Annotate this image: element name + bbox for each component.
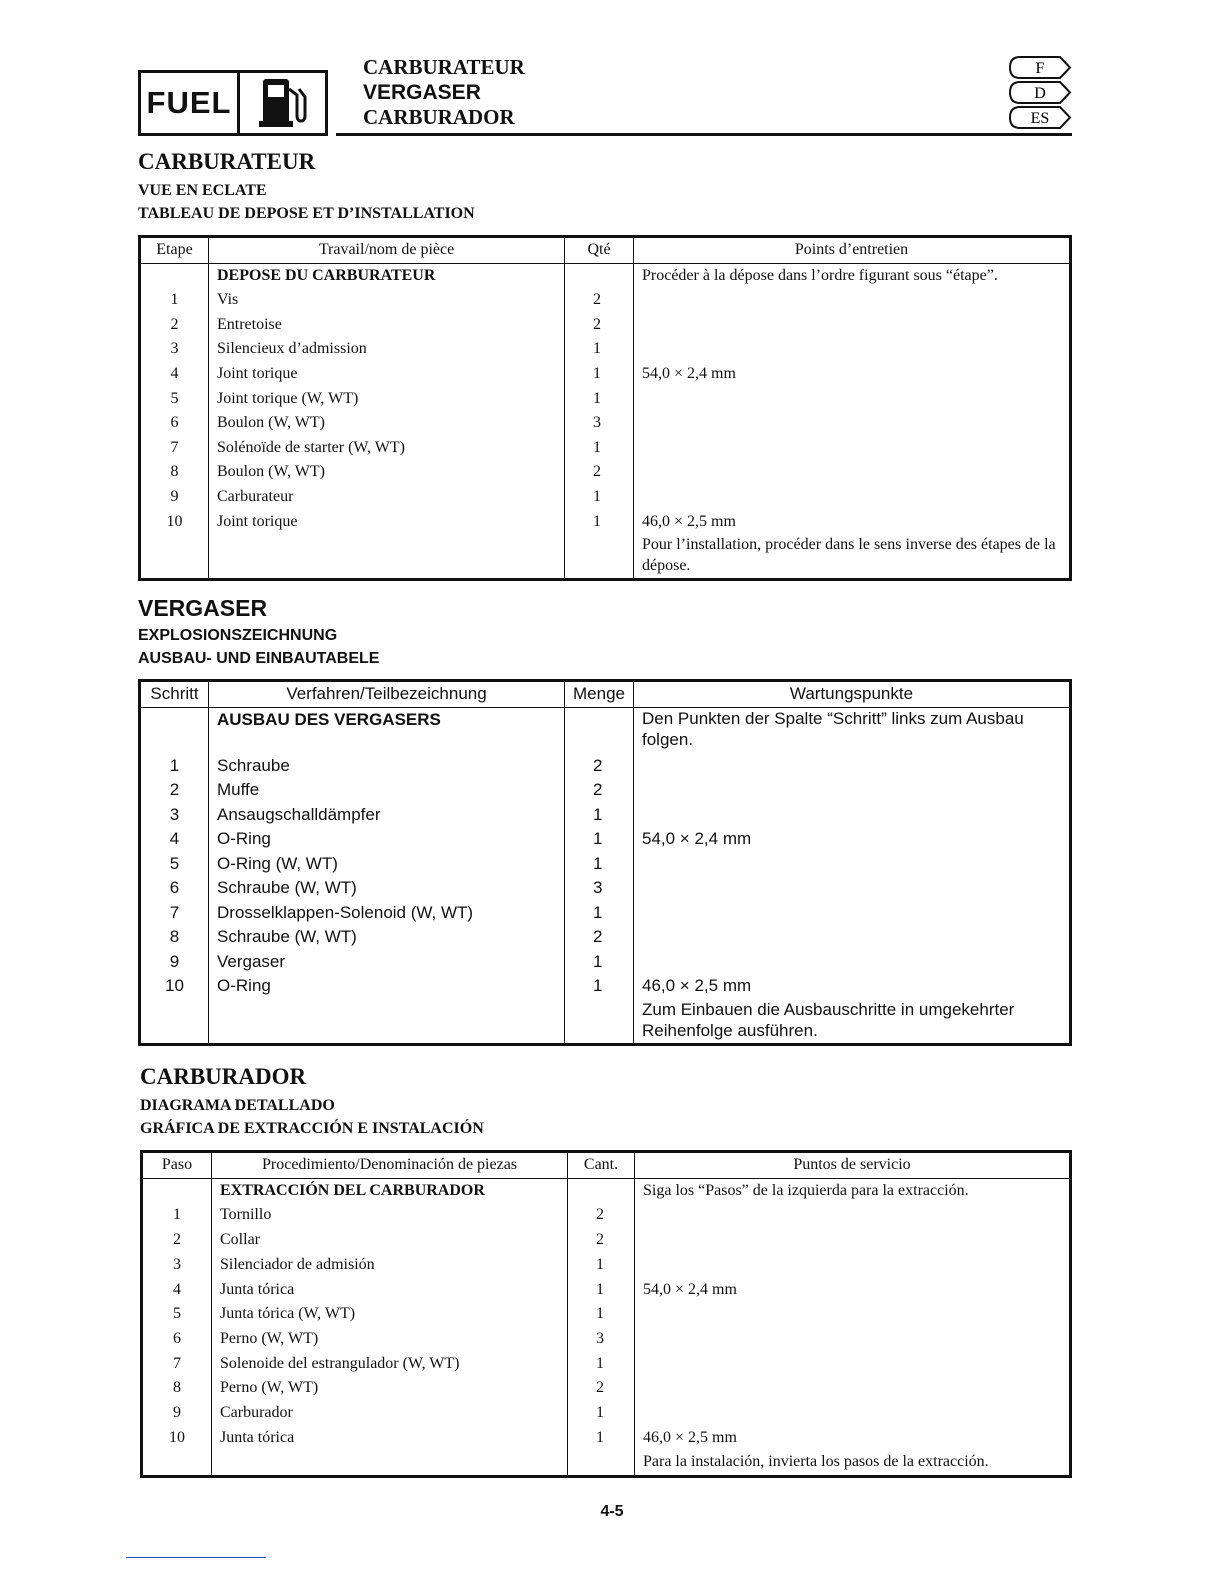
qty-cell: 1: [565, 950, 634, 975]
table-row: [142, 1253, 1071, 1278]
section-subtitle-de-1: EXPLOSIONSZEICHNUNG: [138, 627, 338, 644]
part-cell: Joint torique: [209, 510, 565, 535]
section-label: EXTRACCIÓN DEL CARBURADOR: [212, 1178, 568, 1203]
part-cell: Carburador: [212, 1401, 568, 1426]
part-cell: Joint torique: [209, 362, 565, 387]
step-cell: 10: [142, 1426, 212, 1451]
step-cell: 4: [142, 1278, 212, 1303]
step-cell: 6: [140, 876, 209, 901]
table-row: [140, 803, 1071, 828]
table-row: [140, 387, 1071, 412]
section-subtitle-fr-1: VUE EN ECLATE: [138, 182, 267, 199]
table-row: [142, 1228, 1071, 1253]
qty-cell: 1: [565, 387, 634, 412]
note-cell: [635, 1352, 1071, 1377]
qty-cell: 1: [568, 1426, 635, 1451]
table-row: [140, 362, 1071, 387]
lang-badge-es-icon: [1008, 105, 1072, 130]
table-row: [140, 778, 1071, 803]
part-cell: O-Ring: [209, 827, 565, 852]
section-note: Procéder à la dépose dans l’ordre figurant sous “étape”.: [634, 263, 1071, 288]
part-cell: Schraube (W, WT): [209, 925, 565, 950]
col-header-step: Schritt: [140, 681, 209, 708]
step-cell: 9: [140, 485, 209, 510]
qty-cell: 2: [568, 1228, 635, 1253]
table-row: [140, 288, 1071, 313]
qty-cell: 2: [565, 754, 634, 779]
header-rule: [336, 133, 1072, 136]
part-cell: Tornillo: [212, 1203, 568, 1228]
qty-cell: 1: [565, 901, 634, 926]
part-cell: Junta tórica: [212, 1278, 568, 1303]
note-cell: [635, 1327, 1071, 1352]
qty-cell: 1: [565, 852, 634, 877]
part-cell: Collar: [212, 1228, 568, 1253]
step-cell: 3: [140, 803, 209, 828]
lang-badge-de-icon: [1008, 80, 1072, 105]
table-row: [140, 263, 1071, 288]
header-titles: [363, 55, 525, 130]
note-cell: [634, 436, 1071, 461]
fuel-chapter-badge: [138, 70, 328, 136]
qty-cell: 2: [565, 313, 634, 338]
table-row: [142, 1178, 1071, 1203]
note-cell: [635, 1203, 1071, 1228]
table-row: [140, 460, 1071, 485]
table-row: [140, 754, 1071, 779]
part-cell: Silencieux d’admission: [209, 337, 565, 362]
qty-cell: 1: [568, 1352, 635, 1377]
step-cell: 1: [142, 1203, 212, 1228]
table-row: [140, 876, 1071, 901]
note-cell: 54,0 × 2,4 mm: [634, 827, 1071, 852]
header-title-es: CARBURADOR: [363, 105, 515, 129]
lang-badge-es-text: ES: [1030, 110, 1050, 127]
note-cell: [634, 387, 1071, 412]
step-cell: 2: [140, 313, 209, 338]
qty-cell: 3: [565, 876, 634, 901]
part-cell: Boulon (W, WT): [209, 460, 565, 485]
note-cell: [634, 485, 1071, 510]
note-cell: [634, 313, 1071, 338]
part-cell: O-Ring (W, WT): [209, 852, 565, 877]
step-cell: 3: [140, 337, 209, 362]
col-header-qty: Menge: [565, 681, 634, 708]
section-subtitle-de-2: AUSBAU- UND EINBAUTABELE: [138, 650, 380, 667]
lang-badge-de-text: D: [1034, 85, 1046, 102]
table-row: [140, 436, 1071, 461]
lang-badge-fr-icon: [1008, 55, 1072, 80]
qty-cell: 1: [568, 1278, 635, 1303]
qty-cell: 1: [565, 485, 634, 510]
part-cell: Junta tórica: [212, 1426, 568, 1451]
note-cell: [634, 852, 1071, 877]
language-badges: [1008, 55, 1072, 130]
step-cell: 8: [140, 925, 209, 950]
step-cell: 6: [140, 411, 209, 436]
table-row: [140, 510, 1071, 535]
note-cell: [634, 754, 1071, 779]
note-cell: [635, 1302, 1071, 1327]
qty-cell: 2: [565, 288, 634, 313]
note-cell: 46,0 × 2,5 mm: [634, 510, 1071, 535]
step-cell: 4: [140, 827, 209, 852]
qty-cell: 1: [565, 510, 634, 535]
col-header-qty: Cant.: [568, 1152, 635, 1179]
note-cell: [635, 1376, 1071, 1401]
qty-cell: 1: [565, 436, 634, 461]
lang-badge-fr-text: F: [1035, 60, 1045, 77]
table-row: [142, 1450, 1071, 1476]
table-row: [140, 534, 1071, 580]
qty-cell: 1: [568, 1302, 635, 1327]
part-cell: Carburateur: [209, 485, 565, 510]
part-cell: Drosselklappen-Solenoid (W, WT): [209, 901, 565, 926]
part-cell: Solénoïde de starter (W, WT): [209, 436, 565, 461]
step-cell: 7: [140, 436, 209, 461]
final-note: Para la instalación, invierta los pasos de la extracción.: [635, 1450, 1071, 1476]
col-header-notes: Points d’entretien: [634, 237, 1071, 264]
qty-cell: 2: [568, 1376, 635, 1401]
note-cell: [634, 288, 1071, 313]
col-header-part: Verfahren/Teilbezeichnung: [209, 681, 565, 708]
note-cell: [635, 1228, 1071, 1253]
step-cell: 9: [142, 1401, 212, 1426]
table-row: [140, 337, 1071, 362]
note-cell: [634, 901, 1071, 926]
table-fr: [138, 235, 1072, 581]
col-header-qty: Qté: [565, 237, 634, 264]
note-cell: [634, 925, 1071, 950]
header-title-de: VERGASER: [363, 81, 481, 104]
table-row: [140, 999, 1071, 1045]
section-label: AUSBAU DES VERGASERS: [209, 707, 565, 754]
table-de: [138, 679, 1072, 1046]
qty-cell: 2: [565, 925, 634, 950]
note-cell: 46,0 × 2,5 mm: [634, 974, 1071, 999]
qty-cell: 1: [565, 827, 634, 852]
page-number: 4-5: [600, 1503, 624, 1520]
part-cell: Solenoide del estrangulador (W, WT): [212, 1352, 568, 1377]
step-cell: 1: [140, 288, 209, 313]
step-cell: 4: [140, 362, 209, 387]
section-title-fr: CARBURATEUR: [138, 149, 316, 174]
qty-cell: 3: [568, 1327, 635, 1352]
note-cell: [634, 803, 1071, 828]
table-row: [142, 1352, 1071, 1377]
part-cell: Boulon (W, WT): [209, 411, 565, 436]
table-row: [140, 313, 1071, 338]
col-header-notes: Puntos de servicio: [635, 1152, 1071, 1179]
part-cell: O-Ring: [209, 974, 565, 999]
section-subtitle-es-1: DIAGRAMA DETALLADO: [140, 1097, 335, 1114]
part-cell: Vis: [209, 288, 565, 313]
note-cell: 46,0 × 2,5 mm: [635, 1426, 1071, 1451]
section-title-de: VERGASER: [138, 595, 268, 621]
table-row: [140, 950, 1071, 975]
table-row: [140, 827, 1071, 852]
step-cell: 2: [140, 778, 209, 803]
final-note: Zum Einbauen die Ausbauschritte in umgekehrter Reihenfolge ausführen.: [634, 999, 1071, 1045]
step-cell: 7: [140, 901, 209, 926]
table-row: [140, 901, 1071, 926]
step-cell: 10: [140, 510, 209, 535]
table-es: [140, 1150, 1072, 1478]
note-cell: [634, 460, 1071, 485]
fuel-pump-icon: [240, 73, 325, 133]
section-subtitle-es-2: GRÁFICA DE EXTRACCIÓN E INSTALACIÓN: [140, 1120, 484, 1137]
section-note: Den Punkten der Spalte “Schritt” links zum Ausbau folgen.: [634, 707, 1071, 754]
note-cell: [635, 1253, 1071, 1278]
part-cell: Vergaser: [209, 950, 565, 975]
qty-cell: 2: [568, 1203, 635, 1228]
part-cell: Junta tórica (W, WT): [212, 1302, 568, 1327]
table-row: [140, 411, 1071, 436]
qty-cell: 2: [565, 460, 634, 485]
final-note: Pour l’installation, procéder dans le sens inverse des étapes de la dépose.: [634, 534, 1071, 580]
table-row: [142, 1376, 1071, 1401]
qty-cell: 1: [568, 1401, 635, 1426]
section-label: DEPOSE DU CARBURATEUR: [209, 263, 565, 288]
table-row: [140, 925, 1071, 950]
part-cell: Ansaugschalldämpfer: [209, 803, 565, 828]
table-row: [142, 1426, 1071, 1451]
qty-cell: 1: [565, 337, 634, 362]
qty-cell: 1: [565, 362, 634, 387]
table-row: [140, 707, 1071, 754]
step-cell: 3: [142, 1253, 212, 1278]
step-cell: 6: [142, 1327, 212, 1352]
part-cell: Perno (W, WT): [212, 1376, 568, 1401]
qty-cell: 2: [565, 778, 634, 803]
header-title-fr: CARBURATEUR: [363, 55, 525, 79]
part-cell: Silenciador de admisión: [212, 1253, 568, 1278]
section-subtitle-fr-2: TABLEAU DE DEPOSE ET D’INSTALLATION: [138, 205, 475, 222]
part-cell: Perno (W, WT): [212, 1327, 568, 1352]
part-cell: Joint torique (W, WT): [209, 387, 565, 412]
qty-cell: 1: [565, 974, 634, 999]
step-cell: 7: [142, 1352, 212, 1377]
note-cell: [634, 411, 1071, 436]
footer-line: [126, 1557, 266, 1558]
step-cell: 8: [140, 460, 209, 485]
col-header-step: Etape: [140, 237, 209, 264]
table-row: [142, 1302, 1071, 1327]
part-cell: Entretoise: [209, 313, 565, 338]
step-cell: 8: [142, 1376, 212, 1401]
section-note: Siga los “Pasos” de la izquierda para la extracción.: [635, 1178, 1071, 1203]
table-row: [140, 852, 1071, 877]
note-cell: [634, 778, 1071, 803]
note-cell: [635, 1401, 1071, 1426]
table-row: [142, 1327, 1071, 1352]
table-row: [140, 485, 1071, 510]
step-cell: 2: [142, 1228, 212, 1253]
note-cell: 54,0 × 2,4 mm: [634, 362, 1071, 387]
step-cell: 10: [140, 974, 209, 999]
part-cell: Schraube: [209, 754, 565, 779]
part-cell: Schraube (W, WT): [209, 876, 565, 901]
step-cell: 1: [140, 754, 209, 779]
col-header-part: Travail/nom de pièce: [209, 237, 565, 264]
col-header-step: Paso: [142, 1152, 212, 1179]
fuel-label: FUEL: [141, 73, 240, 133]
part-cell: Muffe: [209, 778, 565, 803]
step-cell: 5: [140, 852, 209, 877]
qty-cell: 3: [565, 411, 634, 436]
step-cell: 5: [140, 387, 209, 412]
qty-cell: 1: [565, 803, 634, 828]
note-cell: [634, 876, 1071, 901]
note-cell: [634, 950, 1071, 975]
table-row: [142, 1401, 1071, 1426]
note-cell: 54,0 × 2,4 mm: [635, 1278, 1071, 1303]
table-row: [142, 1278, 1071, 1303]
section-title-es: CARBURADOR: [140, 1064, 307, 1089]
table-row: [142, 1203, 1071, 1228]
col-header-part: Procedimiento/Denominación de piezas: [212, 1152, 568, 1179]
step-cell: 9: [140, 950, 209, 975]
qty-cell: 1: [568, 1253, 635, 1278]
table-row: [140, 974, 1071, 999]
col-header-notes: Wartungspunkte: [634, 681, 1071, 708]
step-cell: 5: [142, 1302, 212, 1327]
note-cell: [634, 337, 1071, 362]
